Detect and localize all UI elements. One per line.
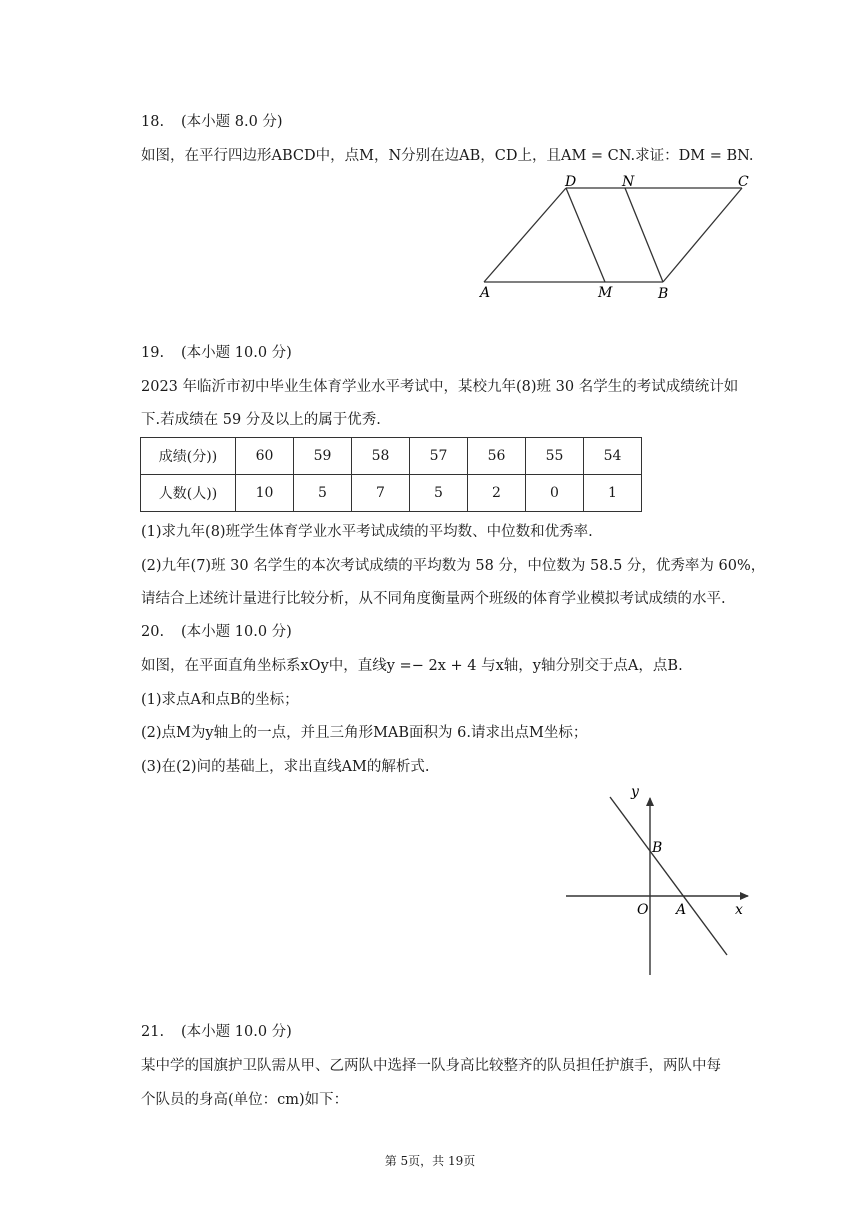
- label-b: B: [652, 840, 663, 856]
- label-a: A: [480, 285, 491, 301]
- parallelogram-figure: [470, 170, 760, 305]
- table-row-header: 成绩(分)): [141, 438, 236, 475]
- q20-part1: (1)求点A和点B的坐标；: [141, 692, 299, 708]
- segment-nb: [625, 188, 663, 282]
- coordinate-figure: [560, 780, 760, 980]
- q20-points: (本小题 10.0 分): [181, 624, 292, 640]
- label-b: B: [658, 286, 669, 302]
- q21-statement-line2: 个队员的身高(单位：cm)如下：: [141, 1092, 349, 1108]
- q19-header: [141, 343, 292, 363]
- table-row: [141, 475, 642, 512]
- q18-number: 18.: [141, 114, 165, 130]
- table-cell: 57: [410, 438, 468, 475]
- edge-ad: [484, 188, 566, 282]
- table-cell: 55: [526, 438, 584, 475]
- q21-number: 21.: [141, 1024, 165, 1040]
- q21-points: (本小题 10.0 分): [181, 1024, 292, 1040]
- table-cell: 59: [294, 438, 352, 475]
- label-m: M: [598, 285, 613, 301]
- q18-statement: 如图，在平行四边形ABCD中，点M，N分别在边AB，CD上，且AM = CN.求证：DM = BN.: [141, 148, 754, 164]
- table-cell: 7: [352, 475, 410, 512]
- table-cell: 60: [236, 438, 294, 475]
- q19-part2-line1: (2)九年(7)班 30 名学生的本次考试成绩的平均数为 58 分，中位数为 58.5 分，优秀率为 60%，: [141, 558, 766, 574]
- score-table: [140, 437, 642, 512]
- table-cell: 2: [468, 475, 526, 512]
- q19-statement-line2: 下.若成绩在 59 分及以上的属于优秀.: [141, 412, 381, 428]
- q21-header: [141, 1022, 292, 1042]
- label-a: A: [676, 902, 687, 918]
- q19-part1: (1)求九年(8)班学生体育学业水平考试成绩的平均数、中位数和优秀率.: [141, 524, 593, 540]
- table-cell: 10: [236, 475, 294, 512]
- q20-part3: (3)在(2)问的基础上，求出直线AM的解析式.: [141, 759, 430, 775]
- table-cell: 0: [526, 475, 584, 512]
- table-cell: 56: [468, 438, 526, 475]
- table-cell: 1: [584, 475, 642, 512]
- q20-number: 20.: [141, 624, 165, 640]
- table-cell: 5: [294, 475, 352, 512]
- label-d: D: [565, 174, 577, 190]
- q21-statement-line1: 某中学的国旗护卫队需从甲、乙两队中选择一队身高比较整齐的队员担任护旗手，两队中每: [141, 1058, 721, 1074]
- label-x: x: [735, 902, 743, 918]
- q20-part2: (2)点M为y轴上的一点，并且三角形MAB面积为 6.请求出点M坐标；: [141, 725, 588, 741]
- label-n: N: [622, 174, 635, 190]
- segment-dm: [566, 188, 605, 282]
- line-ab: [610, 797, 727, 955]
- table-cell: 54: [584, 438, 642, 475]
- page-footer: 第 5页，共 19页: [384, 1154, 476, 1168]
- label-origin: O: [637, 902, 649, 918]
- edge-cb: [663, 188, 742, 282]
- table-row: [141, 438, 642, 475]
- table-cell: 58: [352, 438, 410, 475]
- q18-header: [141, 112, 283, 132]
- table-row-header: 人数(人)): [141, 475, 236, 512]
- q19-statement-line1: 2023 年临沂市初中毕业生体育学业水平考试中，某校九年(8)班 30 名学生的考试成绩统计如: [141, 379, 739, 395]
- q19-number: 19.: [141, 345, 165, 361]
- q18-points: (本小题 8.0 分): [181, 114, 283, 130]
- q20-statement: 如图，在平面直角坐标系xOy中，直线y =− 2x + 4 与x轴，y轴分别交于点A，点B.: [141, 658, 683, 674]
- label-c: C: [738, 174, 749, 190]
- label-y: y: [631, 784, 639, 800]
- q19-part2-line2: 请结合上述统计量进行比较分析，从不同角度衡量两个班级的体育学业模拟考试成绩的水平.: [141, 591, 726, 607]
- q20-header: [141, 622, 292, 642]
- q19-points: (本小题 10.0 分): [181, 345, 292, 361]
- table-cell: 5: [410, 475, 468, 512]
